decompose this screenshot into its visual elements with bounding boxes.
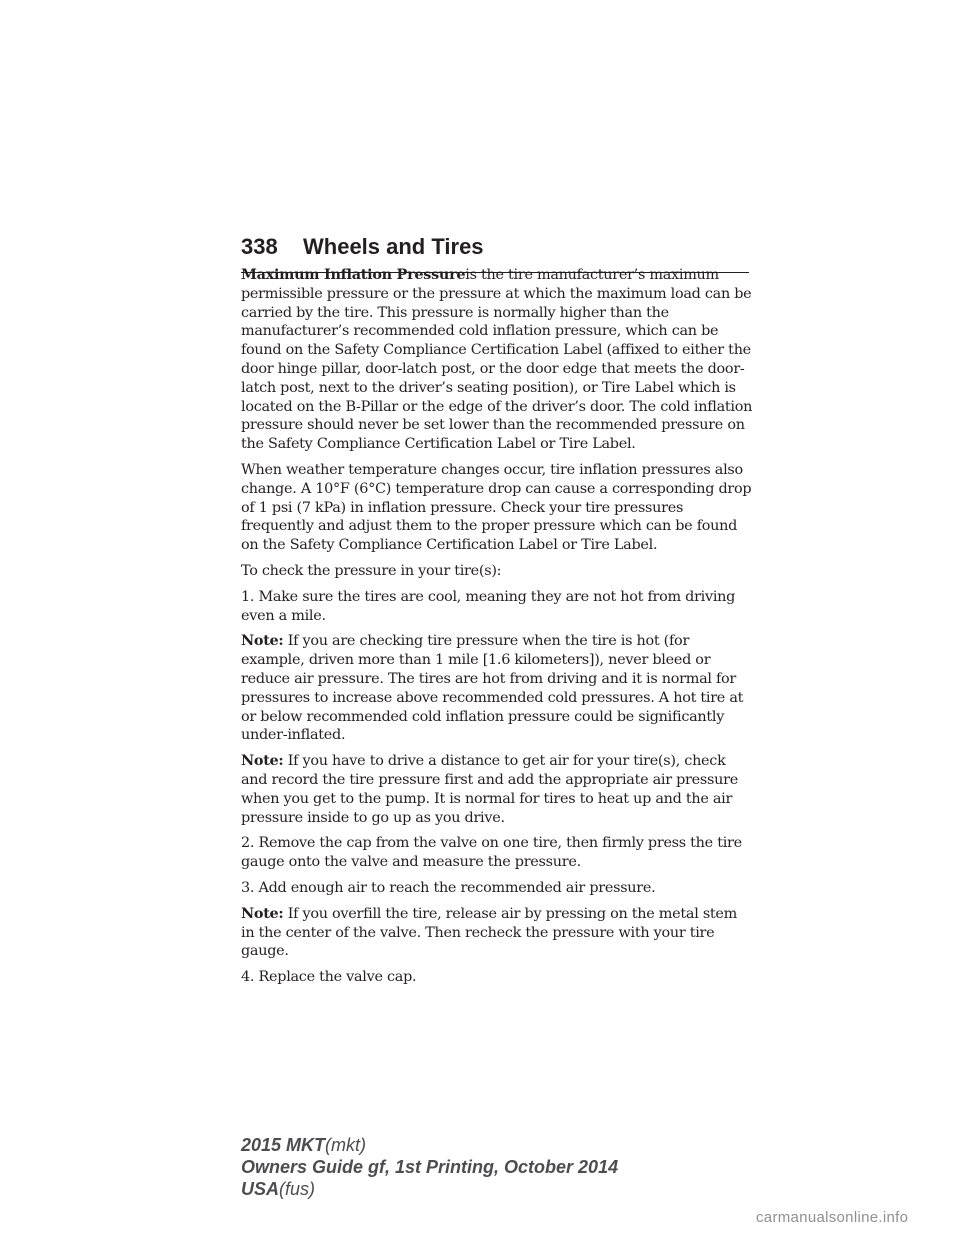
note: Note: If you overfill the tire, release air by pressing on the metal stem in the center of the valve. Then recheck the pressure with your tire gauge. [241, 904, 738, 960]
note-label: Note: [241, 632, 284, 650]
section-title: Wheels and Tires [303, 234, 484, 259]
paragraph: Maximum Inflation Pressureis the tire manufacturer’s maximum permissible pressure or the pressure at which the maximum load can be carried by the tire. This pressure is normally higher than the manufacturer’s recommended cold inflation pressure, which can be found on the Safety Compliance Certification Label (affixed to either the door hinge pillar, door-latch post, or the door edge that meets the door-latch post, next to the driver’s seating position), or Tire Label which is located on the B-Pillar or the edge of the driver’s door. The cold inflation pressure should never be set lower than the recommended pressure on the Safety Compliance Certification Label or Tire Label. [241, 266, 753, 453]
step-1: 1. Make sure the tires are cool, meaning they are not hot from driving even a mile. [241, 588, 736, 624]
note-label: Note: [241, 904, 284, 922]
footer-line-2: Owners Guide gf, 1st Printing, October 2014 [241, 1157, 619, 1177]
body-text [241, 266, 753, 994]
step-2: 2. Remove the cap from the valve on one tire, then firmly press the tire gauge onto the valve and measure the pressure. [241, 835, 742, 871]
footer-line-1: 2015 MKT(mkt) [241, 1135, 367, 1155]
note: Note: If you are checking tire pressure when the tire is hot (for example, driven more than 1 mile [1.6 kilometers]), never bleed or reduce air pressure. The tires are hot from driving and it is normal for pressures to increase above recommended cold pressures. A hot tire at or below recommended cold inflation pressure could be significantly under-inflated. [241, 632, 744, 744]
note: Note: If you have to drive a distance to get air for your tire(s), check and record the tire pressure first and add the appropriate air pressure when you get to the pump. It is normal for tires to heat up and the air pressure inside to go up as you drive. [241, 752, 738, 826]
print-footer [241, 1134, 618, 1200]
footer-line-3: USA(fus) [241, 1179, 316, 1199]
watermark: carmanualsonline.info [756, 1209, 909, 1226]
paragraph: To check the pressure in your tire(s): [241, 562, 502, 579]
term-heading: Maximum Inflation Pressure [241, 266, 466, 283]
note-label: Note: [241, 752, 284, 770]
step-3: 3. Add enough air to reach the recommended air pressure. [241, 879, 656, 896]
paragraph: When weather temperature changes occur, tire inflation pressures also change. A 10°F (6°C) temperature drop can cause a corresponding drop of 1 psi (7 kPa) in inflation pressure. Check your tire pressures frequently and adjust them to the proper pressure which can be found on the Safety Compliance Certification Label or Tire Label. [241, 461, 752, 554]
page-number: 338 [241, 234, 278, 259]
step-4: 4. Replace the valve cap. [241, 969, 417, 986]
